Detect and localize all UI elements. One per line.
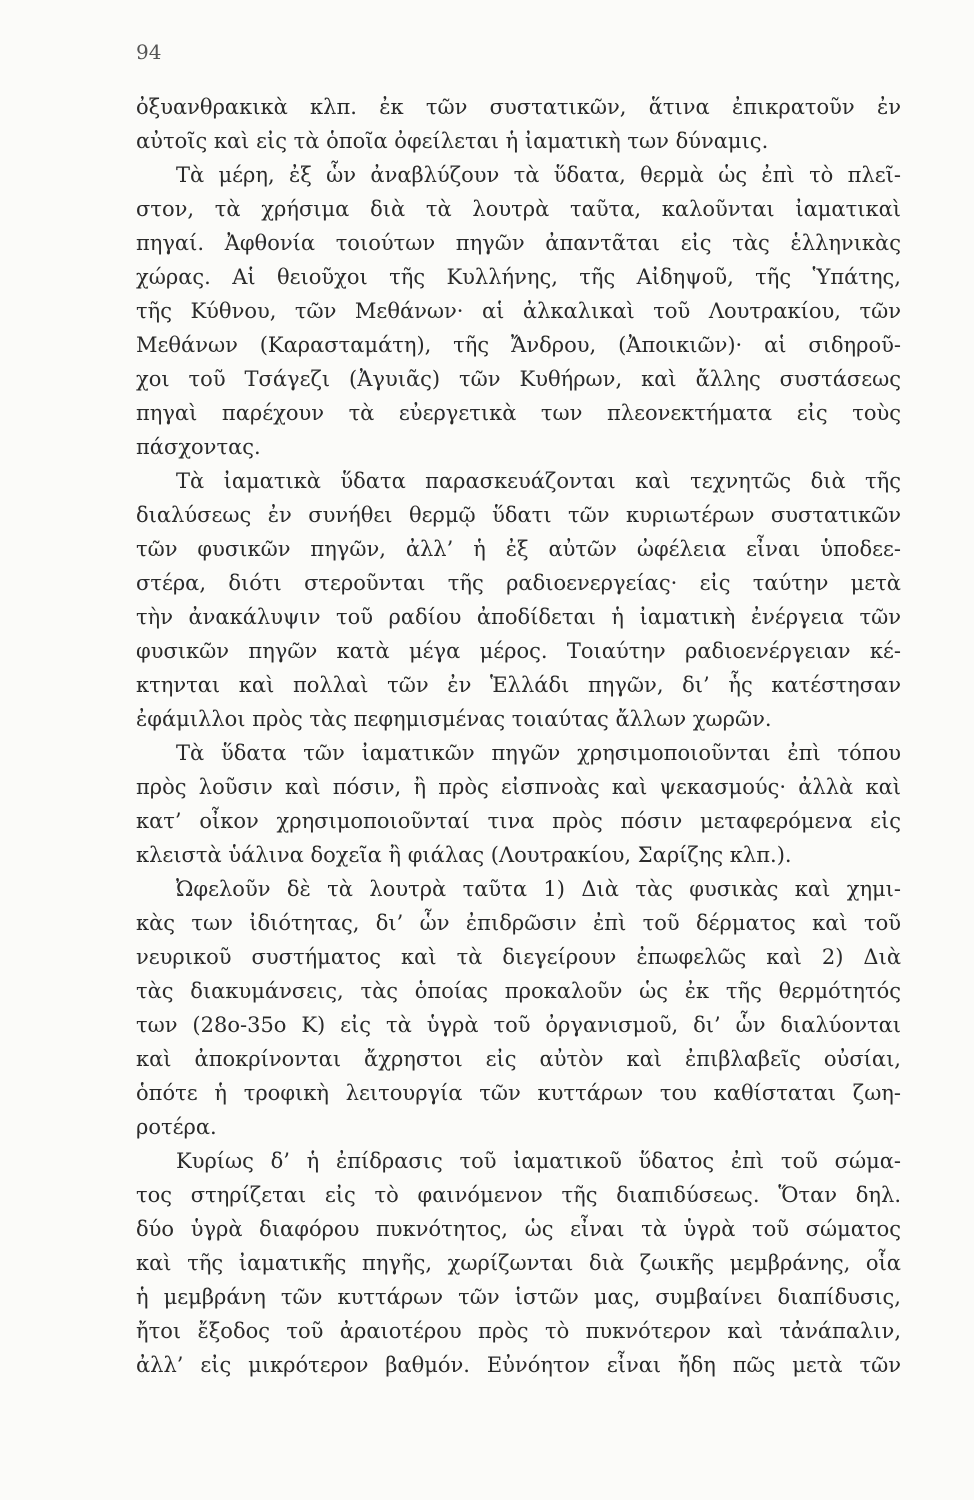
text-line: ἡ μεμβράνη τῶν κυττάρων τῶν ἱστῶν μας, συμβαίνει διαπίδυσις,: [136, 1285, 901, 1309]
text-line: τῆς Κύθνου, τῶν Μεθάνων· αἱ ἀλκαλικαὶ τοῦ Λουτρακίου, τῶν: [136, 299, 901, 323]
text-line: τὴν ἀνακάλυψιν τοῦ ραδίου ἀποδίδεται ἡ ἰαματικὴ ἐνέργεια τῶν: [136, 605, 901, 629]
text-line: των (28ο-35ο Κ) εἰς τὰ ὑγρὰ τοῦ ὀργανισμοῦ, δι’ ὧν διαλύονται: [136, 1013, 901, 1037]
text-line: Μεθάνων (Καρασταμάτη), τῆς Ἄνδρου, (Ἀποικιῶν)· αἱ σιδηροῦ-: [136, 333, 901, 357]
text-line: Κυρίως δ’ ἡ ἐπίδρασις τοῦ ἰαματικοῦ ὕδατος ἐπὶ τοῦ σώμα-: [176, 1149, 901, 1173]
text-line: Τὰ μέρη, ἐξ ὧν ἀναβλύζουν τὰ ὕδατα, θερμὰ ὡς ἐπὶ τὸ πλεῖ-: [176, 163, 901, 187]
text-line: φυσικῶν πηγῶν κατὰ μέγα μέρος. Τοιαύτην ραδιοενέργειαν κέ-: [136, 639, 901, 663]
text-line: κὰς των ἰδιότητας, δι’ ὧν ἐπιδρῶσιν ἐπὶ τοῦ δέρματος καὶ τοῦ: [136, 911, 901, 935]
text-line: ροτέρα.: [136, 1115, 217, 1139]
text-line: στον, τὰ χρήσιμα διὰ τὰ λουτρὰ ταῦτα, καλοῦνται ἰαματικαὶ: [136, 197, 901, 221]
text-line: καὶ ἀποκρίνονται ἄχρηστοι εἰς αὐτὸν καὶ ἐπιβλαβεῖς οὐσίαι,: [136, 1047, 901, 1071]
text-line: τὰς διακυμάνσεις, τὰς ὁποίας προκαλοῦν ὡς ἐκ τῆς θερμότητός: [136, 979, 901, 1003]
text-line: ἀλλ’ εἰς μικρότερον βαθμόν. Εὐνόητον εἶναι ἤδη πῶς μετὰ τῶν: [136, 1353, 901, 1377]
text-line: χώρας. Αἱ θειοῦχοι τῆς Κυλλήνης, τῆς Αἰδηψοῦ, τῆς Ὑπάτης,: [136, 265, 901, 289]
text-line: πηγαί. Ἀφθονία τοιούτων πηγῶν ἀπαντᾶται εἰς τὰς ἑλληνικὰς: [136, 231, 901, 255]
text-line: Τὰ ὕδατα τῶν ἰαματικῶν πηγῶν χρησιμοποιοῦνται ἐπὶ τόπου: [176, 741, 901, 765]
text-line: πρὸς λοῦσιν καὶ πόσιν, ἢ πρὸς εἰσπνοὰς καὶ ψεκασμούς· ἀλλὰ καὶ: [136, 775, 901, 799]
text-line: αὐτοῖς καὶ εἰς τὰ ὁποῖα ὀφείλεται ἡ ἰαματικὴ των δύναμις.: [136, 129, 769, 153]
text-line: κτηνται καὶ πολλαὶ τῶν ἐν Ἑλλάδι πηγῶν, δι’ ἧς κατέστησαν: [136, 673, 901, 697]
page-number: 94: [136, 40, 162, 64]
text-line: κατ’ οἶκον χρησιμοποιοῦνταί τινα πρὸς πόσιν μεταφερόμενα εἰς: [136, 809, 901, 833]
text-line: δύο ὑγρὰ διαφόρου πυκνότητος, ὡς εἶναι τὰ ὑγρὰ τοῦ σώματος: [136, 1217, 901, 1241]
text-line: πάσχοντας.: [136, 435, 261, 459]
text-line: ὁπότε ἡ τροφικὴ λειτουργία τῶν κυττάρων του καθίσταται ζωη-: [136, 1081, 901, 1105]
text-line: διαλύσεως ἐν συνήθει θερμῷ ὕδατι τῶν κυριωτέρων συστατικῶν: [136, 503, 901, 527]
text-line: στέρα, διότι στεροῦνται τῆς ραδιοενεργείας· εἰς ταύτην μετὰ: [136, 571, 901, 595]
text-line: τος στηρίζεται εἰς τὸ φαινόμενον τῆς διαπιδύσεως. Ὅταν δηλ.: [136, 1183, 901, 1207]
text-line: κλειστὰ ὑάλινα δοχεῖα ἢ φιάλας (Λουτρακίου, Σαρίζης κλπ.).: [136, 843, 792, 867]
text-line: πηγαὶ παρέχουν τὰ εὐεργετικὰ των πλεονεκτήματα εἰς τοὺς: [136, 401, 901, 425]
text-line: Ὠφελοῦν δὲ τὰ λουτρὰ ταῦτα 1) Διὰ τὰς φυσικὰς καὶ χημι-: [176, 877, 901, 901]
text-line: τῶν φυσικῶν πηγῶν, ἀλλ’ ἡ ἐξ αὐτῶν ὠφέλεια εἶναι ὑποδεε-: [136, 537, 901, 561]
text-body: [136, 90, 901, 1382]
text-line: ἐφάμιλλοι πρὸς τὰς πεφημισμένας τοιαύτας ἄλλων χωρῶν.: [136, 707, 772, 731]
text-line: νευρικοῦ συστήματος καὶ τὰ διεγείρουν ἐπωφελῶς καὶ 2) Διὰ: [136, 945, 901, 969]
text-line: ἤτοι ἔξοδος τοῦ ἀραιοτέρου πρὸς τὸ πυκνότερον καὶ τἀνάπαλιν,: [136, 1319, 901, 1343]
text-line: καὶ τῆς ἰαματικῆς πηγῆς, χωρίζωνται διὰ ζωικῆς μεμβράνης, οἷα: [136, 1251, 901, 1275]
text-line: ὀξυανθρακικὰ κλπ. ἐκ τῶν συστατικῶν, ἅτινα ἐπικρατοῦν ἐν: [136, 95, 901, 119]
text-line: χοι τοῦ Τσάγεζι (Ἀγυιᾶς) τῶν Κυθήρων, καὶ ἄλλης συστάσεως: [136, 367, 901, 391]
text-line: Τὰ ἰαματικὰ ὕδατα παρασκευάζονται καὶ τεχνητῶς διὰ τῆς: [176, 469, 901, 493]
